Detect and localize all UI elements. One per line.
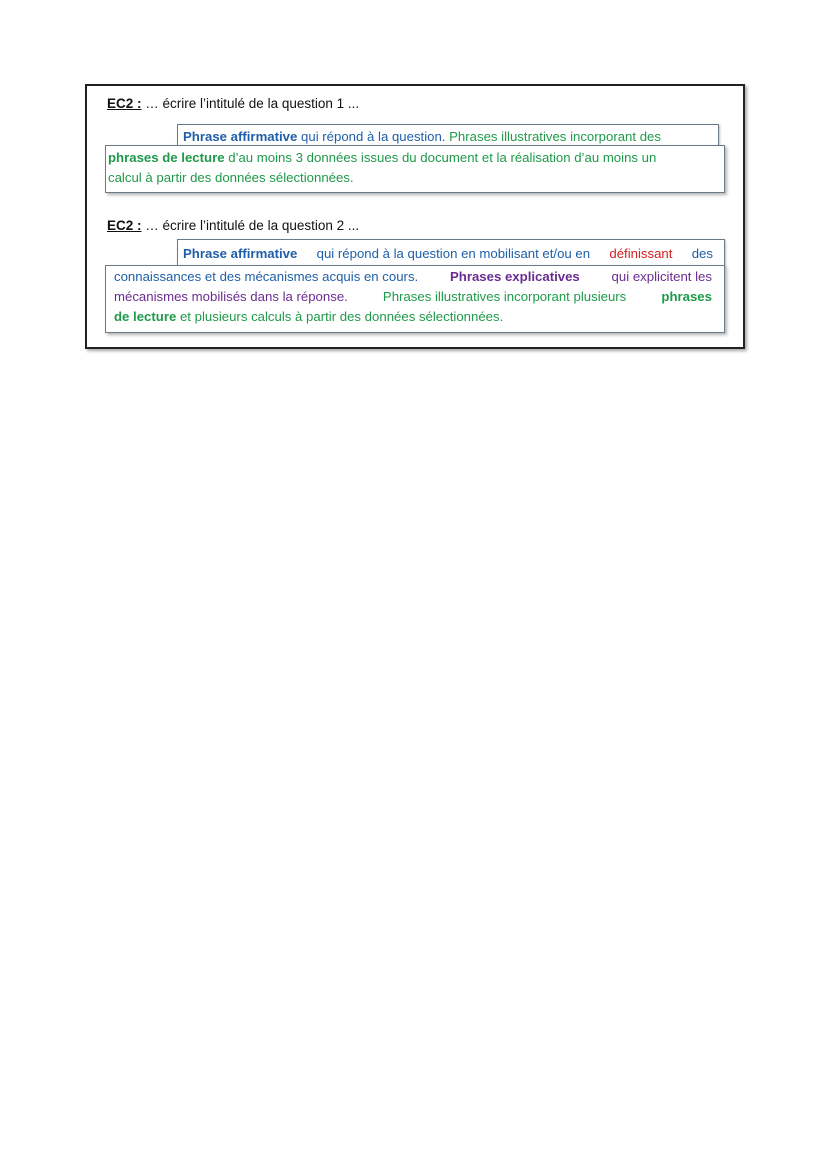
question-1-code: EC2 : bbox=[107, 96, 142, 111]
answer-2-line-4 bbox=[114, 307, 503, 327]
text-run: mécanismes mobilisés dans la réponse. bbox=[114, 289, 348, 304]
text-run: Phrases illustratives incorporant plusieurs bbox=[379, 289, 630, 304]
text-run: des bbox=[688, 246, 713, 261]
answer-1-line-2 bbox=[108, 148, 656, 168]
answer-2-line-1 bbox=[183, 244, 713, 264]
text-run: Phrase affirmative bbox=[183, 129, 298, 144]
text-run: phrases de lecture bbox=[108, 150, 225, 165]
text-run: phrases bbox=[661, 289, 712, 304]
text-run: qui explicitent les bbox=[607, 269, 712, 284]
text-run: qui répond à la question en mobilisant et/ou en bbox=[312, 246, 594, 261]
answer-2-line-2 bbox=[114, 267, 712, 287]
question-1-text: … écrire l’intitulé de la question 1 ... bbox=[141, 96, 360, 111]
answer-1-line-3 bbox=[108, 168, 354, 188]
text-run: définissant bbox=[609, 246, 673, 261]
question-2-text: … écrire l’intitulé de la question 2 ... bbox=[141, 218, 360, 233]
answer-2-line-3 bbox=[114, 287, 712, 307]
text-run: Phrase affirmative bbox=[183, 246, 298, 261]
text-run: connaissances et des mécanismes acquis en cours. bbox=[114, 269, 419, 284]
answer-1-line-1 bbox=[183, 127, 661, 147]
text-run: Phrases explicatives bbox=[446, 269, 580, 284]
instructions-frame bbox=[85, 84, 745, 349]
question-2-title bbox=[107, 218, 359, 234]
text-run: de lecture bbox=[114, 309, 177, 324]
text-run: et plusieurs calculs à partir des données sélectionnées. bbox=[176, 309, 504, 324]
text-run: d’au moins 3 données issues du document et la réalisation d’au moins un bbox=[224, 150, 657, 165]
question-2-code: EC2 : bbox=[107, 218, 142, 233]
text-run: Phrases illustratives incorporant des bbox=[449, 129, 661, 144]
text-run: qui répond à la question. bbox=[297, 129, 450, 144]
text-run: calcul à partir des données sélectionnées. bbox=[108, 170, 354, 185]
question-1-title bbox=[107, 96, 359, 112]
